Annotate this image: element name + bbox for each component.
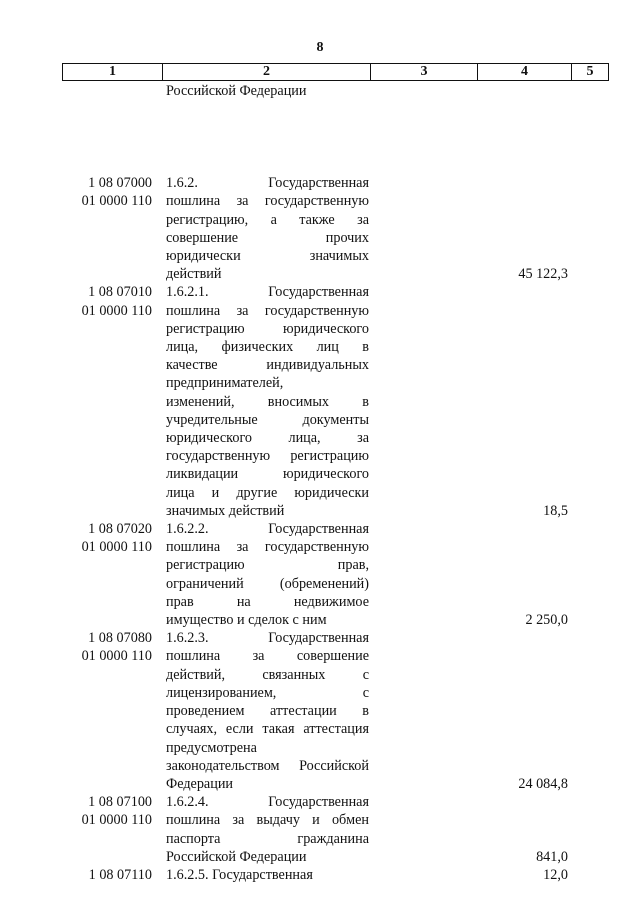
table-row: [62, 866, 608, 884]
description-line: 1.6.2.3. Государственная: [166, 630, 369, 647]
description-line: прав на недвижимое: [166, 593, 369, 610]
row-amount: 18,5: [543, 502, 568, 519]
description-line: 1.6.2. Государственная: [166, 175, 369, 192]
description-line: паспорта гражданина: [166, 830, 369, 847]
description-line: 1.6.2.2. Государственная: [166, 521, 369, 538]
description-line: предусмотрена: [166, 739, 257, 756]
description-line: лицензированием, с: [166, 684, 369, 701]
header-col-4: 4: [478, 64, 572, 81]
description-line: качестве индивидуальных: [166, 357, 369, 374]
budget-code: 1 08 07080 01 0000 110: [81, 630, 152, 665]
row-amount: 24 084,8: [518, 775, 568, 792]
description-line: пошлина за государственную: [166, 539, 369, 556]
header-col-3: 3: [371, 64, 478, 81]
description-line: юридически значимых: [166, 248, 369, 265]
page-number: 8: [316, 40, 324, 55]
row-description: [166, 283, 369, 520]
budget-code: 1 08 07110: [88, 866, 152, 883]
budget-rows: [62, 82, 608, 884]
table-row: [62, 629, 608, 793]
description-line: лица и другие юридически: [166, 484, 369, 501]
row-description: [166, 793, 369, 866]
row-description: [166, 629, 369, 793]
description-line: проведением аттестации в: [166, 703, 369, 720]
description-line: регистрацию, а также за: [166, 211, 369, 228]
budget-code: 1 08 07020 01 0000 110: [81, 521, 152, 556]
description-line: лица, физических лиц в: [166, 339, 369, 356]
description-line: совершение прочих: [166, 229, 369, 246]
row-description: [166, 82, 369, 100]
row-amount: 2 250,0: [525, 612, 568, 629]
budget-code: 1 08 07000 01 0000 110: [81, 175, 152, 210]
description-line: Российской Федерации: [166, 848, 307, 865]
description-line: действий: [166, 266, 222, 283]
description-line: 1.6.2.4. Государственная: [166, 794, 369, 811]
row-description: [166, 866, 369, 884]
header-row: [63, 64, 609, 81]
description-line: государственную регистрацию: [166, 448, 369, 465]
table-row: [62, 793, 608, 866]
description-line: Федерации: [166, 775, 234, 792]
description-line: предпринимателей,: [166, 375, 284, 392]
row-amount: 841,0: [536, 848, 568, 865]
table-row: [62, 520, 608, 629]
row-amount: 12,0: [543, 866, 568, 883]
description-line: значимых действий: [166, 502, 285, 519]
description-line: изменений, вносимых в: [166, 393, 369, 410]
budget-code: 1 08 07100 01 0000 110: [81, 794, 152, 829]
description-line: юридического лица, за: [166, 430, 369, 447]
description-line: регистрацию прав,: [166, 557, 369, 574]
description-line: случаях, если такая аттестация: [166, 721, 369, 738]
description-line: ограничений (обременений): [166, 575, 369, 592]
table-row: [62, 174, 608, 283]
description-line: Российской Федерации: [166, 83, 307, 99]
description-line: учредительные документы: [166, 411, 369, 428]
header-col-5: 5: [572, 64, 609, 81]
description-line: имущество и сделок с ним: [166, 612, 327, 629]
row-description: [166, 520, 369, 629]
table-row: [62, 82, 608, 100]
table-row: [62, 283, 608, 520]
header-col-2: 2: [163, 64, 371, 81]
description-line: пошлина за государственную: [166, 302, 369, 319]
description-line: ликвидации юридического: [166, 466, 369, 483]
budget-code: 1 08 07010 01 0000 110: [81, 284, 152, 319]
description-line: законодательством Российской: [166, 757, 369, 774]
row-amount: 45 122,3: [518, 266, 568, 283]
description-line: пошлина за выдачу и обмен: [166, 812, 369, 829]
description-line: действий, связанных с: [166, 666, 369, 683]
description-line: пошлина за государственную: [166, 193, 369, 210]
description-line: пошлина за совершение: [166, 648, 369, 665]
header-col-1: 1: [63, 64, 163, 81]
description-line: регистрацию юридического: [166, 320, 369, 337]
description-line: 1.6.2.5. Государственная: [166, 866, 313, 883]
row-description: [166, 174, 369, 283]
column-header-table: [62, 63, 609, 81]
description-line: 1.6.2.1. Государственная: [166, 284, 369, 301]
